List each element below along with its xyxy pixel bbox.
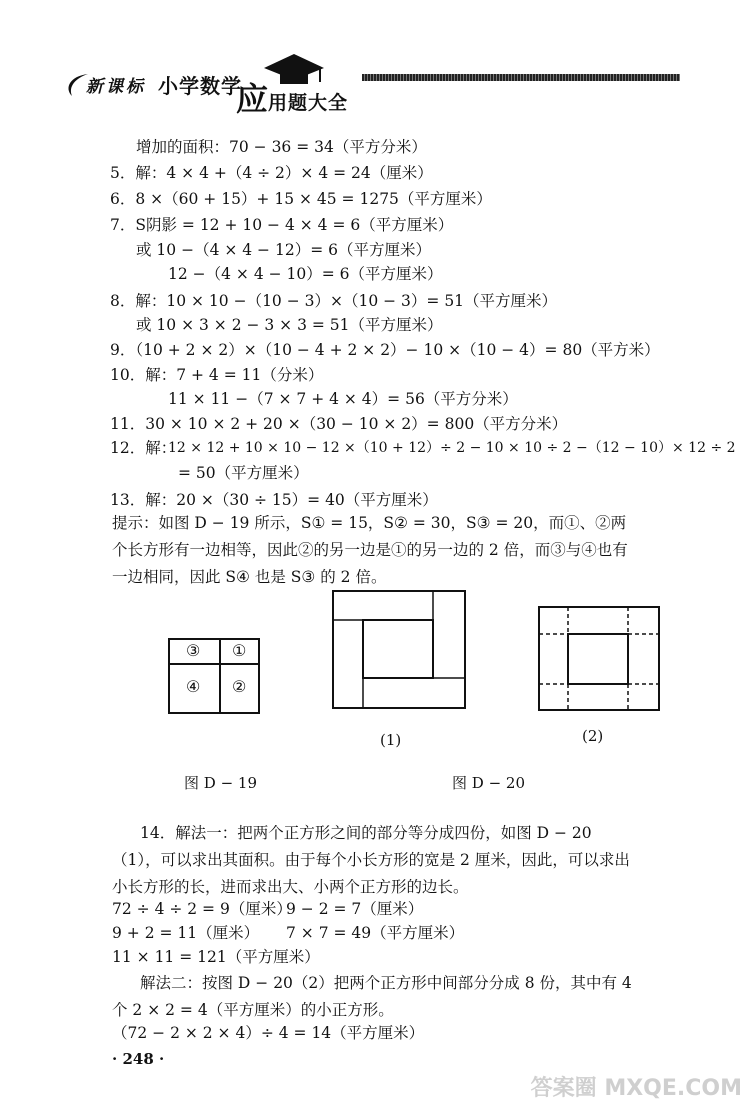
figure-d20-label-2: (2) <box>582 727 604 745</box>
solution14-paragraph-1: 14．解法一：把两个正方形之间的部分等分成四份，如图 D − 20（1），可以求出其面积。由于每个小长方形的宽是 2 厘米，因此，可以求出小长方形的长，进而求出大、小两个正方形的边长。 <box>112 824 630 896</box>
figure-d20-caption: 图 D − 20 <box>452 774 525 792</box>
answer-line: 或 10 −（4 × 4 − 12）= 6（平方厘米） <box>136 241 431 259</box>
figure-d19 <box>168 638 260 718</box>
header-series: 新课标 <box>86 77 146 97</box>
answer-line: 11 × 11 −（7 × 7 + 4 × 4）= 56（平方分米） <box>168 390 518 408</box>
answer-line: 6．8 ×（60 + 15）+ 15 × 45 = 1275（平方厘米） <box>110 190 492 208</box>
page-number: · 248 · <box>112 1050 165 1068</box>
hint-paragraph: 提示：如图 D − 19 所示，S① = 15，S② = 30，S③ = 20，而①、②两个长方形有一边相等，因此②的另一边是①的另一边的 2 倍，而③与④也有一边相同，因此 S④ 也是 S③ 的 2 倍。 <box>112 514 628 586</box>
solution14-equation: 72 ÷ 4 ÷ 2 = 9（厘米） <box>112 900 292 918</box>
figure-d20-label-1: (1) <box>380 731 402 749</box>
watermark: 答案圈 MXQE.COM <box>530 1076 742 1101</box>
answer-line: 13．解：20 ×（30 ÷ 15）= 40（平方厘米） <box>110 491 438 509</box>
answer-line: 12 −（4 × 4 − 10）= 6（平方厘米） <box>168 265 443 283</box>
answer-line: 11．30 × 10 × 2 + 20 ×（30 − 10 × 2）= 800（平方分米） <box>110 415 568 433</box>
answer-line: 或 10 × 3 × 2 − 3 × 3 = 51（平方厘米） <box>136 316 443 334</box>
graduation-cap-icon <box>262 50 326 90</box>
solution14-equation: 9 + 2 = 11（厘米） <box>112 924 260 942</box>
answer-line: 8．解：10 × 10 −（10 − 3）×（10 − 3）= 51（平方厘米） <box>110 292 558 310</box>
answer-line: 增加的面积：70 − 36 = 34（平方分米） <box>136 138 427 156</box>
figure-d20-1 <box>332 590 466 710</box>
header-title-rest: 用题大全 <box>268 92 349 114</box>
answer-line: = 50（平方厘米） <box>178 464 309 482</box>
solution14-equation: 9 − 2 = 7（厘米） <box>286 900 424 918</box>
answer-line: 5．解：4 × 4 +（4 ÷ 2）× 4 = 24（厘米） <box>110 164 433 182</box>
solution14-equation: 7 × 7 = 49（平方厘米） <box>286 924 465 942</box>
answer-line: 12．解： <box>110 439 177 457</box>
solution14-paragraph-2: 解法二：按图 D − 20（2）把两个正方形中间部分分成 8 份，其中有 4 个 2 × 2 = 4（平方厘米）的小正方形。 <box>112 974 632 1019</box>
figure-d19-cell: ③ <box>186 641 201 660</box>
answer-line: 10．解：7 + 4 = 11（分米） <box>110 366 324 384</box>
header-subject: 小学数学 <box>158 74 242 98</box>
answer-line: 7．S阴影 = 12 + 10 − 4 × 4 = 6（平方厘米） <box>110 216 454 234</box>
figure-d19-cell: ② <box>232 677 247 696</box>
figure-d19-cell: ④ <box>186 677 201 696</box>
figure-d20-2 <box>538 606 660 712</box>
answer-line: 9．（10 + 2 × 2）×（10 − 4 + 2 × 2）− 10 ×（10 − 4）= 80（平方米） <box>110 341 660 359</box>
header-big-char: 应 <box>236 80 269 118</box>
solution14-equation: 11 × 11 = 121（平方厘米） <box>112 948 320 966</box>
figure-d19-cell: ① <box>232 641 247 660</box>
figure-d19-caption: 图 D − 19 <box>184 774 257 792</box>
solution14-equation: （72 − 2 × 2 × 4）÷ 4 = 14（平方厘米） <box>112 1024 425 1042</box>
header-rule <box>362 74 680 81</box>
answer-line: 12 × 12 + 10 × 10 − 12 ×（10 + 12）÷ 2 − 10 × 10 ÷ 2 −（12 − 10）× 12 ÷ 2 <box>168 440 736 456</box>
